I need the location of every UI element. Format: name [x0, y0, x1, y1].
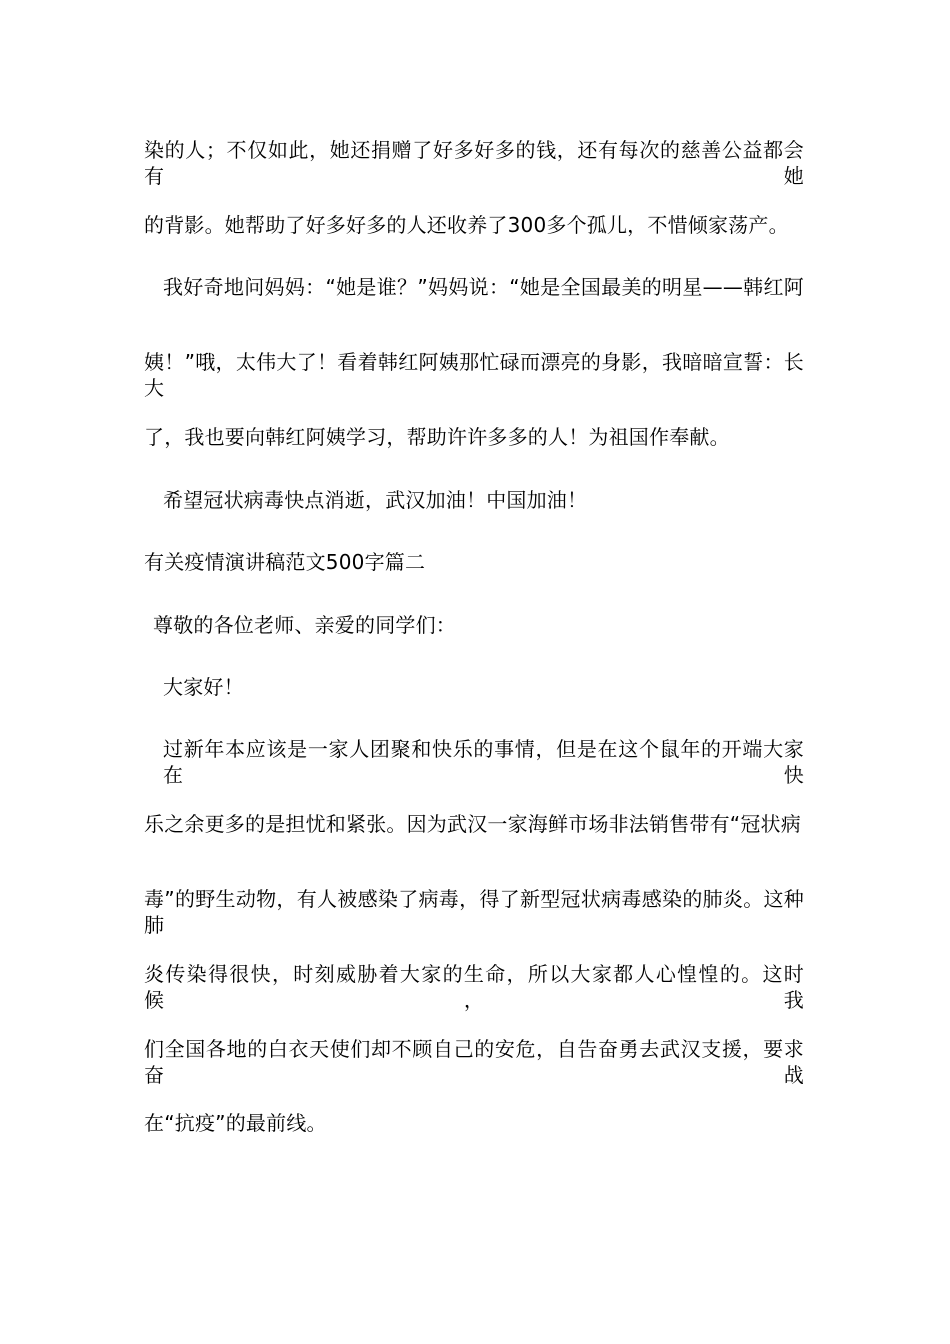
paragraph-line: 了，我也要向韩红阿姨学习，帮助许许多多的人！为祖国作奉献。 [144, 425, 730, 449]
paragraph-line: 炎传染得很快，时刻威胁着大家的生命，所以大家都人心惶惶的。这时候，我 [144, 962, 804, 1012]
paragraph-line: 乐之余更多的是担忧和紧张。因为武汉一家海鲜市场非法销售带有“冠状病 [144, 812, 801, 836]
paragraph-line: 毒”的野生动物，有人被感染了病毒，得了新型冠状病毒感染的肺炎。这种肺 [144, 887, 804, 937]
paragraph-line: 姨！”哦，太伟大了！看着韩红阿姨那忙碌而漂亮的身影，我暗暗宣誓：长大 [144, 350, 804, 400]
greeting: 大家好！ [163, 675, 244, 699]
paragraph-line: 在“抗疫”的最前线。 [144, 1111, 327, 1135]
salutation: 尊敬的各位老师、亲爱的同学们： [153, 613, 456, 637]
section-heading: 有关疫情演讲稿范文500字篇二 [144, 550, 426, 574]
paragraph-line: 们全国各地的白衣天使们却不顾自己的安危，自告奋勇去武汉支援，要求奋战 [144, 1037, 804, 1087]
paragraph-line: 过新年本应该是一家人团聚和快乐的事情，但是在这个鼠年的开端大家在快 [163, 737, 804, 787]
paragraph-line: 我好奇地问妈妈：“她是谁？”妈妈说：“她是全国最美的明星——韩红阿 [163, 275, 804, 299]
paragraph-line: 的背影。她帮助了好多好多的人还收养了300多个孤儿，不惜倾家荡产。 [144, 213, 789, 237]
paragraph-line: 希望冠状病毒快点消逝，武汉加油！中国加油！ [163, 488, 588, 512]
paragraph-line: 染的人；不仅如此，她还捐赠了好多好多的钱，还有每次的慈善公益都会有她 [144, 138, 804, 188]
